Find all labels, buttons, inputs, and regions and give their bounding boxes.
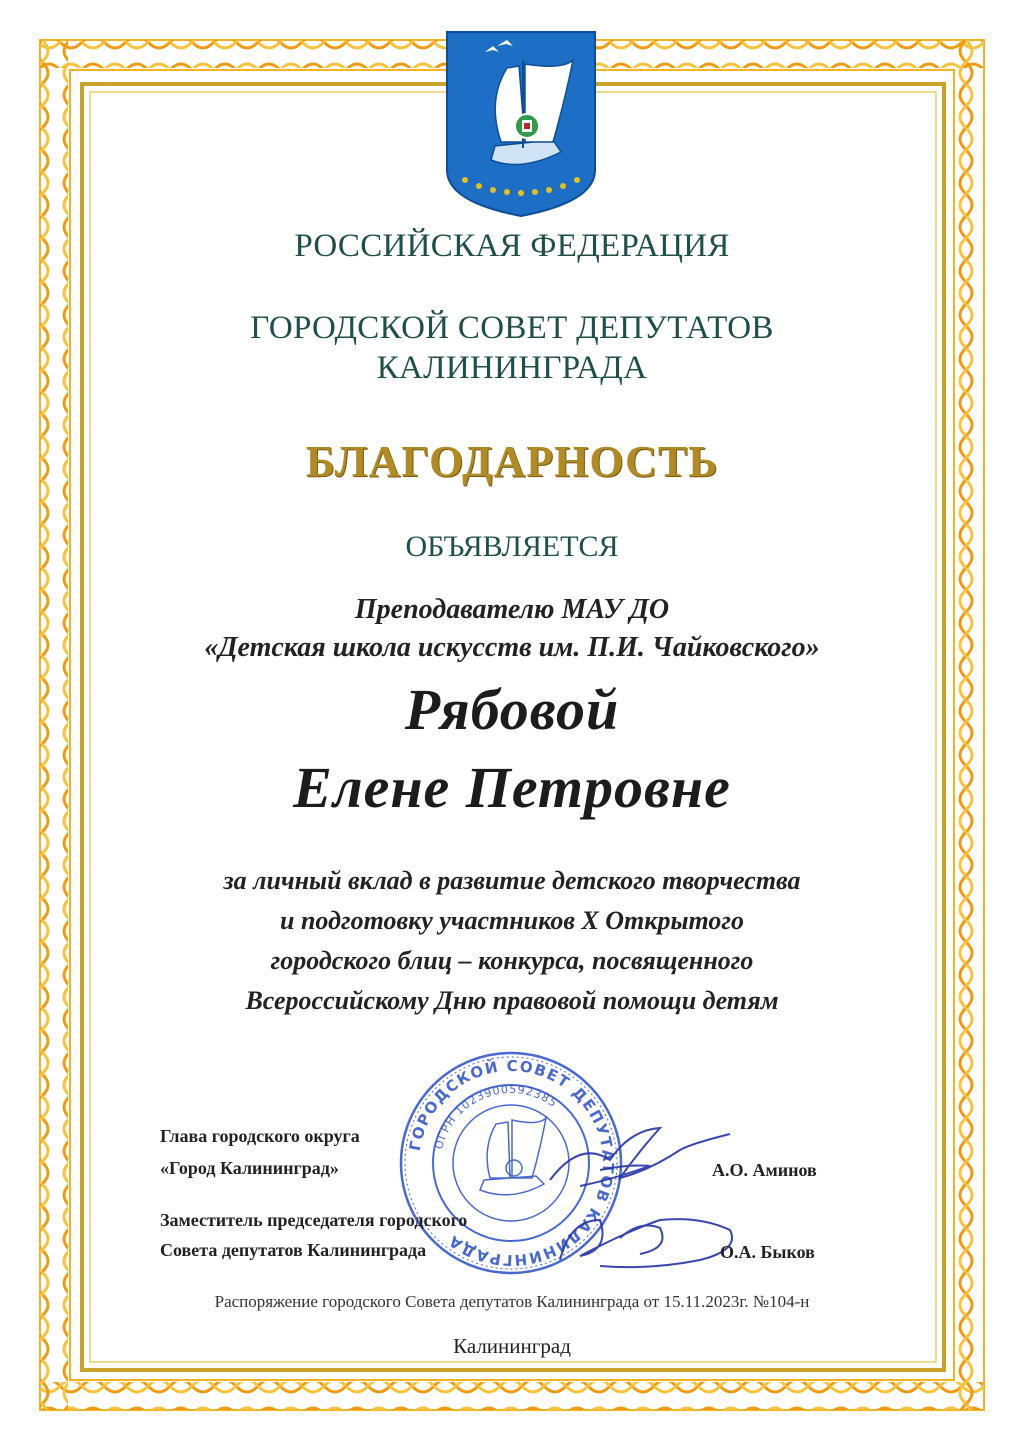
seal-ogrn: ОГРН 1023900592385 bbox=[432, 1082, 560, 1151]
recipient-position-line2: «Детская школа искусств им. П.И. Чайковского» bbox=[204, 632, 820, 663]
signatory-1-name: А.О. Аминов bbox=[712, 1160, 817, 1180]
signatory-2-name: О.А. Быков bbox=[720, 1242, 815, 1262]
reason-line: Всероссийскому Дню правовой помощи детям bbox=[245, 986, 779, 1015]
reason-line: за личный вклад в развитие детского творчества bbox=[223, 866, 801, 895]
recipient-position-line1: Преподавателю МАУ ДО bbox=[354, 594, 670, 625]
council-heading-line2: КАЛИНИНГРАДА bbox=[376, 350, 648, 386]
signatory-2-title-line1: Заместитель председателя городского bbox=[160, 1210, 468, 1230]
coat-of-arms bbox=[445, 30, 597, 218]
recipient-surname: Рябовой bbox=[404, 677, 620, 742]
reason-line: и подготовку участников X Открытого bbox=[280, 906, 744, 935]
country-heading: РОССИЙСКАЯ ФЕДЕРАЦИЯ bbox=[294, 228, 730, 264]
announcement: ОБЪЯВЛЯЕТСЯ bbox=[405, 530, 619, 563]
recipient-given-names: Елене Петровне bbox=[293, 755, 731, 820]
document-title: БЛАГОДАРНОСТЬ bbox=[305, 437, 719, 486]
council-heading-line1: ГОРОДСКОЙ СОВЕТ ДЕПУТАТОВ bbox=[250, 310, 774, 346]
signatory-1-title-line1: Глава городского округа bbox=[160, 1126, 360, 1146]
city-name: Калининград bbox=[453, 1334, 571, 1358]
reason-line: городского блиц – конкурса, посвященного bbox=[270, 946, 754, 975]
signatory-2-title-line2: Совета депутатов Калининграда bbox=[160, 1240, 427, 1260]
signatory-1-title-line2: «Город Калининград» bbox=[160, 1158, 339, 1178]
seal-ring-text: ГОРОДСКОЙ СОВЕТ ДЕПУТАТОВ КАЛИНИНГРАДА bbox=[405, 1056, 618, 1270]
decree-reference: Распоряжение городского Совета депутатов Калининграда от 15.11.2023г. №104-н bbox=[214, 1292, 810, 1311]
